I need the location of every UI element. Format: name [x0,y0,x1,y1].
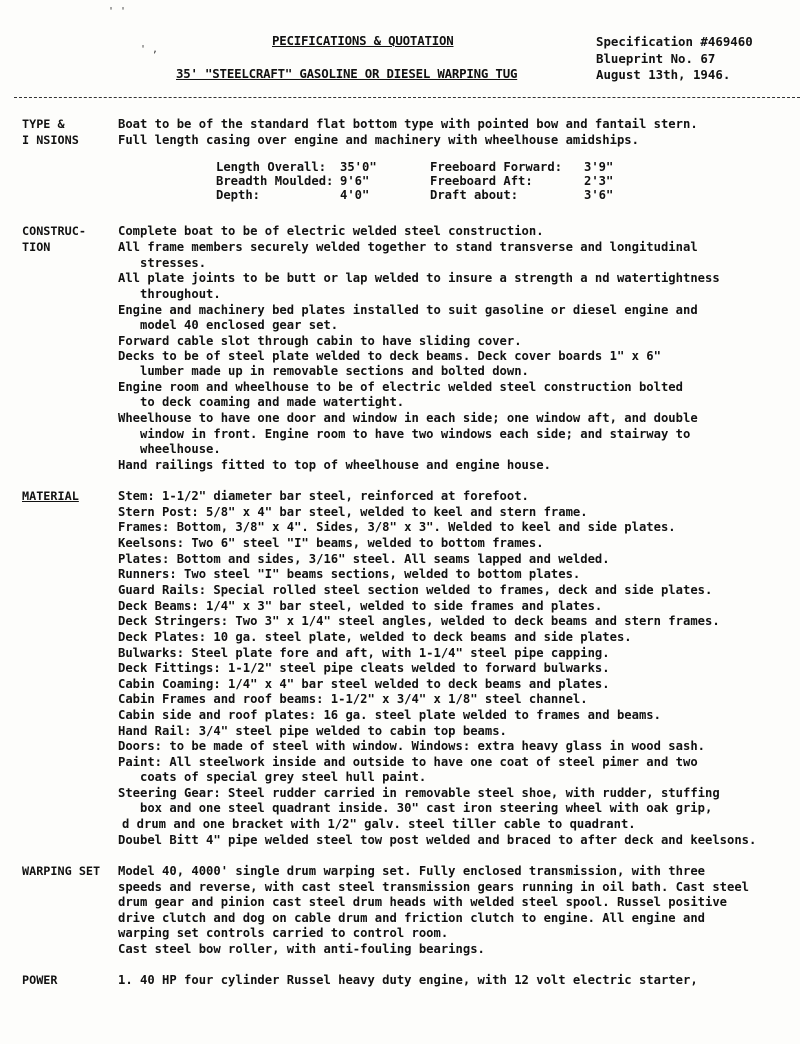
material-line: Paint: All steelwork inside and outside to have one coat of steel pimer and two [118,755,698,769]
blueprint-number: Blueprint No. 67 [596,51,716,66]
dimension-value: 35'0" [340,160,377,174]
type-line: Boat to be of the standard flat bottom type with pointed bow and fantail stern. [118,117,698,131]
material-line: Deck Fittings: 1-1/2" steel pipe cleats welded to forward bulwarks. [118,661,610,675]
material-line: Frames: Bottom, 3/8" x 4". Sides, 3/8" x 3". Welded to keel and side plates. [118,520,676,534]
construction-line: stresses. [140,256,207,270]
dimensions-table [216,160,619,202]
dimension-key: Breadth Moulded: [216,174,334,188]
document-date: August 13th, 1946. [596,67,731,82]
document-title: PECIFICATIONS & QUOTATION [272,33,454,48]
dimension-row [216,174,619,188]
construction-line: lumber made up in removable sections and bolted down. [140,364,529,378]
warping-line: speeds and reverse, with cast steel transmission gears running in oil bath. Cast steel [118,880,750,894]
material-line: box and one steel quadrant inside. 30" cast iron steering wheel with oak grip, [140,801,713,815]
dimension-key: Freeboard Aft: [430,174,533,188]
material-line: Deck Stringers: Two 3" x 1/4" steel angles, welded to deck beams and stern frames. [118,614,720,628]
material-line: Steering Gear: Steel rudder carried in removable steel shoe, with rudder, stuffing [118,786,720,800]
construction-line: window in front. Engine room to have two windows each side; and stairway to [140,427,691,441]
material-line: Hand Rail: 3/4" steel pipe welded to cabin top beams. [118,724,507,738]
construction-line: wheelhouse. [140,442,221,456]
document-subtitle: 35' "STEELCRAFT" GASOLINE OR DIESEL WARPING TUG [176,66,518,81]
power-line: 1. 40 HP four cylinder Russel heavy duty engine, with 12 volt electric starter, [118,973,698,987]
material-line: Cabin Frames and roof beams: 1-1/2" x 3/4" x 1/8" steel channel. [118,692,588,706]
dimension-value: 9'6" [340,174,370,188]
material-line: Deck Plates: 10 ga. steel plate, welded to deck beams and side plates. [118,630,632,644]
construction-line: model 40 enclosed gear set. [140,318,339,332]
dimension-key: Depth: [216,188,261,202]
construction-line: Wheelhouse to have one door and window in each side; one window aft, and double [118,411,698,425]
section-label-power: POWER [22,973,58,987]
material-line: Bulwarks: Steel plate fore and aft, with 1-1/4" steel pipe capping. [118,646,610,660]
section-label-construction: CONSTRUC- [22,224,86,238]
specification-number: Specification #469460 [596,34,753,49]
material-line: Keelsons: Two 6" steel "I" beams, welded to bottom frames. [118,536,544,550]
warping-line: drum gear and pinion cast steel drum heads with welded steel spool. Russel positive [118,895,728,909]
material-line: Cabin Coaming: 1/4" x 4" bar steel welded to deck beams and plates. [118,677,610,691]
section-label-material: MATERIAL [22,489,79,503]
dimension-value: 3'9" [584,160,614,174]
dimension-value: 3'6" [584,188,614,202]
material-line: Stem: 1-1/2" diameter bar steel, reinforced at forefoot. [118,489,529,503]
dimension-value: 4'0" [340,188,370,202]
material-line: Doubel Bitt 4" pipe welded steel tow post welded and braced to after deck and keelsons. [118,833,757,847]
material-line: Plates: Bottom and sides, 3/16" steel. All seams lapped and welded. [118,552,610,566]
dimension-key: Draft about: [430,188,519,202]
construction-line: throughout. [140,287,221,301]
construction-line: Forward cable slot through cabin to have sliding cover. [118,334,522,348]
material-line: Doors: to be made of steel with window. Windows: extra heavy glass in wood sash. [118,739,705,753]
construction-line: Decks to be of steel plate welded to deck beams. Deck cover boards 1" x 6" [118,349,661,363]
construction-line: Engine room and wheelhouse to be of electric welded steel construction bolted [118,380,683,394]
warping-line: drive clutch and dog on cable drum and friction clutch to engine. All engine and [118,911,705,925]
section-label-warping-set: WARPING SET [22,864,101,878]
dimension-key: Freeboard Forward: [430,160,563,174]
dimension-row [216,188,619,202]
scan-mark: ' ' [108,6,127,17]
scan-mark: ' , [140,44,159,55]
type-line: Full length casing over engine and machinery with wheelhouse amidships. [118,133,639,147]
header-divider [14,97,800,98]
dimension-value: 2'3" [584,174,614,188]
construction-line: to deck coaming and made watertight. [140,395,405,409]
warping-line: warping set controls carried to control room. [118,926,449,940]
material-line: Guard Rails: Special rolled steel section welded to frames, deck and side plates. [118,583,713,597]
material-line: Stern Post: 5/8" x 4" bar steel, welded to keel and stern frame. [118,505,588,519]
section-label-construction-2: TION [22,240,51,254]
dimension-key: Length Overall: [216,160,327,174]
construction-line: Engine and machinery bed plates installed to suit gasoline or diesel engine and [118,303,698,317]
construction-line: All plate joints to be butt or lap welded to insure a strength a nd watertightness [118,271,720,285]
material-line: Cabin side and roof plates: 16 ga. steel plate welded to frames and beams. [118,708,661,722]
warping-line: Model 40, 4000' single drum warping set. Fully enclosed transmission, with three [118,864,705,878]
material-line: Runners: Two steel "I" beams sections, welded to bottom plates. [118,567,581,581]
material-line: d drum and one bracket with 1/2" galv. steel tiller cable to quadrant. [122,817,636,831]
dimension-row [216,160,619,174]
construction-line: Complete boat to be of electric welded steel construction. [118,224,544,238]
construction-line: All frame members securely welded together to stand transverse and longitudinal [118,240,698,254]
material-line: coats of special grey steel hull paint. [140,770,427,784]
section-label-type: TYPE & [22,117,65,131]
material-line: Deck Beams: 1/4" x 3" bar steel, welded to side frames and plates. [118,599,603,613]
section-label-dimensions: I NSIONS [22,133,79,147]
warping-line: Cast steel bow roller, with anti-fouling bearings. [118,942,485,956]
construction-line: Hand railings fitted to top of wheelhouse and engine house. [118,458,551,472]
